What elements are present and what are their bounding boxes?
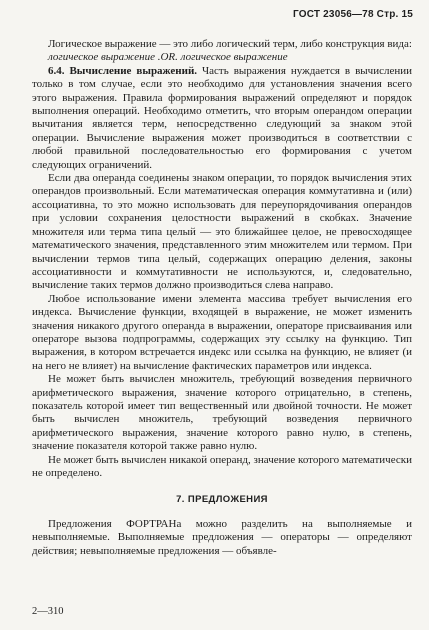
paragraph-exponent: Не может быть вычислен множитель, требующий возведения первичного арифметического выражения, значение которого отрицательно, в степень, показатель которой имеет тип вещественный или двойной точности. Не может быть вычислен множитель, требующий возведения первичного арифметического выражения, значение которого равно нулю, в степень, значение показателя которой также равно нулю. xyxy=(32,373,412,453)
page-footer: 2—310 xyxy=(32,606,64,617)
paragraph-logical-expression: Логическое выражение — это либо логический терм, либо конструкция вида: xyxy=(48,38,412,50)
paragraph-statements: Предложения ФОРТРАНа можно разделить на выполняемые и невыполняемые. Выполняемые предложения — операторы — определяют действия; невыполняемые предложения — объявле- xyxy=(32,517,412,557)
section-7-heading: 7. ПРЕДЛОЖЕНИЯ xyxy=(176,494,268,506)
page-header: ГОСТ 23056—78 Стр. 15 xyxy=(293,9,413,20)
section-6-4-text: Часть выражения нуждается в вычислении только в том случае, если это необходимо для установления значения всего этого выражения. Правила формирования выражений определяют и порядок выполнения операций. Необходимо отметить, что вторым операндом операции вычитания является терм, непосредственно следующий за знаком этой операции. Вычисление выражения может производиться в соответствии с любой правильной последовательностью его формирования с учетом следующих ограничений. xyxy=(32,64,412,171)
paragraph-array-element: Любое использование имени элемента массива требует вычисления его индекса. Вычисление функции, входящей в выражение, не может изменить значения никакого другого операнда в выражении, операторе присваивания или операторе вызова подпрограммы, содержащих эту ссылку на функцию. Тип выражения, в котором встречается индекс или ссылка на функцию, не влияет (и на него не влияет) на вычисление фактических параметров или индекса. xyxy=(32,292,412,372)
paragraph-6-4 xyxy=(32,65,412,172)
document-body xyxy=(32,38,412,558)
paragraph-operands: Если два операнда соединены знаком операции, то порядок вычисления этих операндов произвольный. Если математическая операция коммутативна и (или) ассоциативна, то это можно использовать для переупорядочивания операндов при условии сохранения целостности выражений в скобках. Значение множителя или терма типа целый — это ближайшее целое, не превосходящее математического значения, представленного этим множителем или термом. При вычислении термов типа целый, содержащих операцию деления, законы ассоциативности и коммутативности не используются, и, следовательно, вычисление таких термов должно производиться слева направо. xyxy=(32,172,412,292)
paragraph-undefined-operand: Не может быть вычислен никакой операнд, значение которого математически не определено. xyxy=(32,453,412,479)
section-6-4-title: 6.4. Вычисление выражений. xyxy=(48,64,198,77)
formula-or: логическое выражение .OR. логическое выражение xyxy=(48,51,288,64)
